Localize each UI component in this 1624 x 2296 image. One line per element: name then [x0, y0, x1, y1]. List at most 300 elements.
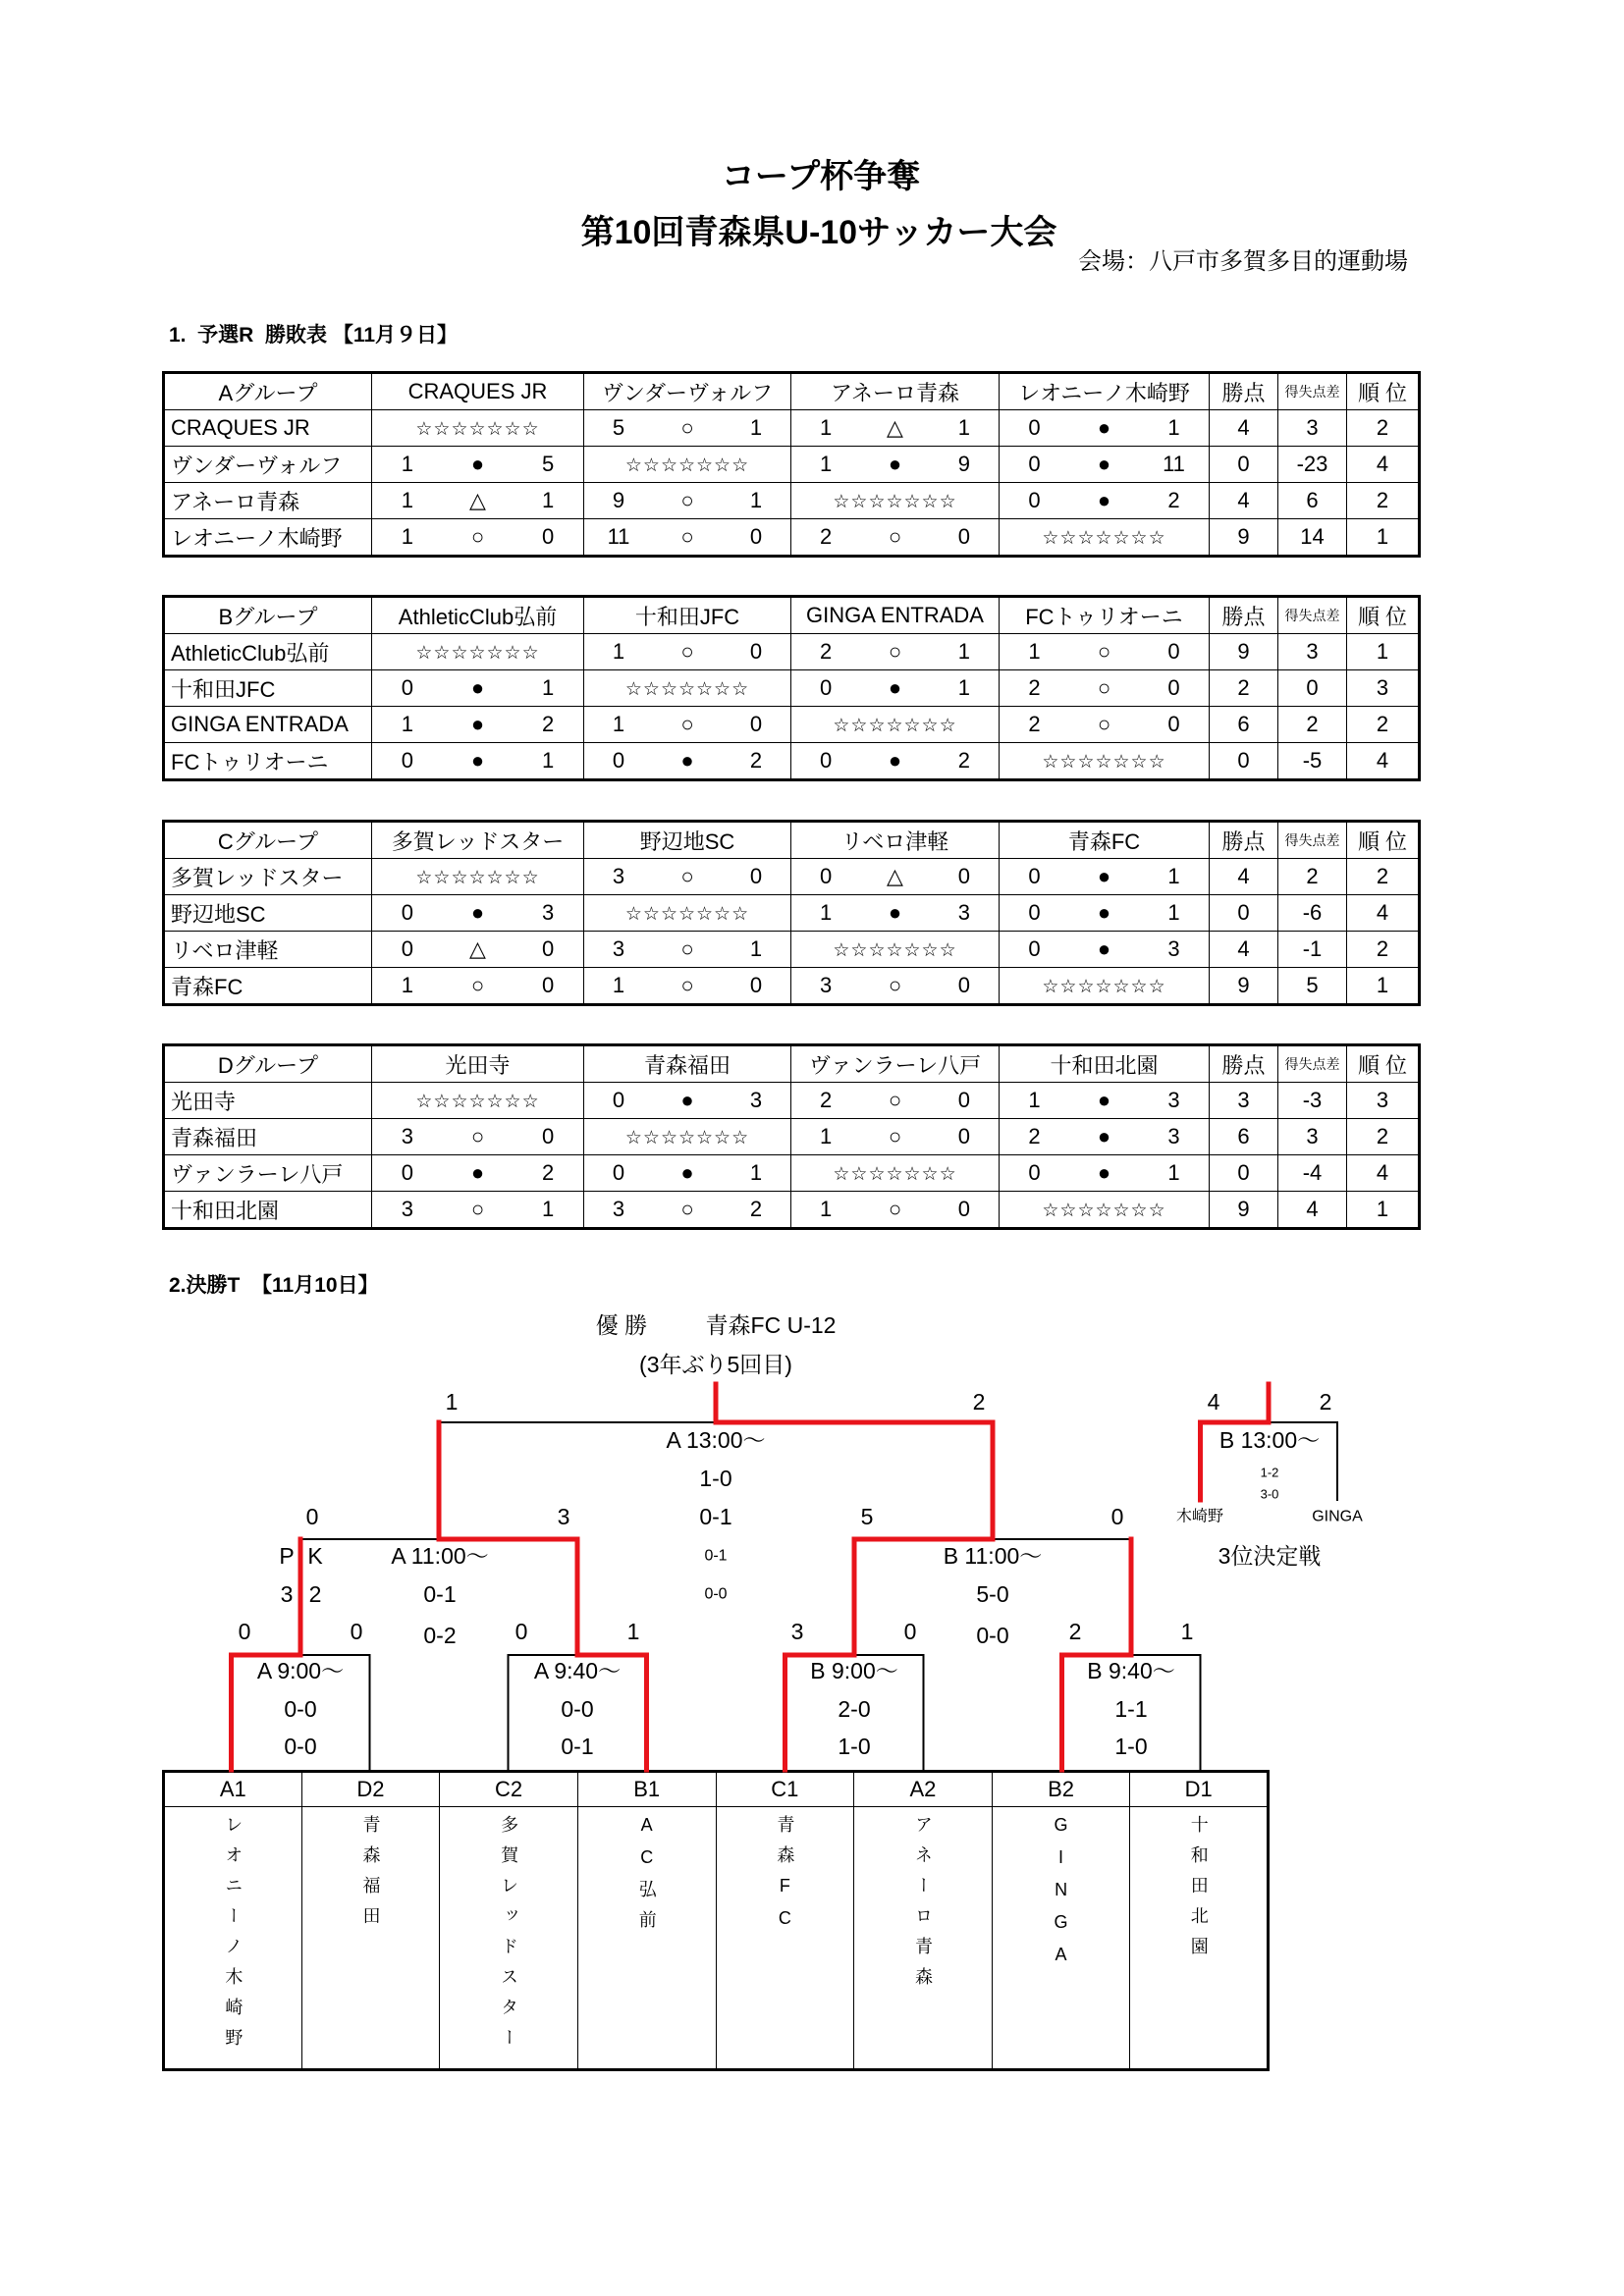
- team-row: [164, 1119, 1420, 1155]
- round1-match-1-score-left: 0: [238, 1619, 251, 1644]
- result-cell: [584, 859, 791, 895]
- semifinal-2-half-1: 5-0: [976, 1581, 1009, 1607]
- pk-label-right: K: [307, 1543, 323, 1569]
- semifinal-1-score-left: 0: [305, 1504, 319, 1529]
- result-symbol: △: [887, 415, 903, 440]
- slot-team-name: 十和田北園: [1188, 1815, 1209, 1967]
- result-line: [584, 639, 790, 665]
- champion-label: 優 勝: [595, 1312, 648, 1338]
- group-table-4: [162, 1043, 1421, 1230]
- goals-against: 1: [749, 488, 763, 512]
- result-cell: [372, 895, 584, 932]
- rank-cell: 2: [1347, 1119, 1420, 1155]
- goals-against: 0: [957, 1124, 970, 1148]
- goals-for: 0: [401, 748, 413, 773]
- result-cell: [584, 707, 791, 743]
- result-cell: [584, 1155, 791, 1192]
- rank-cell: 2: [1347, 707, 1420, 743]
- team-name: 十和田北園: [164, 1192, 372, 1229]
- result-cell: [372, 519, 584, 557]
- goals-against: 0: [542, 973, 555, 997]
- result-line: [584, 1088, 790, 1113]
- goals-against: 0: [957, 1197, 970, 1221]
- rank-cell: 2: [1347, 410, 1420, 447]
- final-extra-2: 0-0: [704, 1585, 728, 1603]
- slot-team-name: レオニーノ木崎野: [223, 1815, 244, 2058]
- goals-for: 9: [612, 488, 625, 512]
- result-symbol: ○: [470, 1124, 485, 1148]
- result-symbol: ●: [1097, 1160, 1111, 1185]
- semifinal-1-half-2: 0-2: [423, 1623, 457, 1648]
- third-place-team-right: GINGA: [1312, 1508, 1363, 1525]
- slot-cell: [440, 1807, 578, 2070]
- result-cell: [791, 410, 1000, 447]
- group-header-row: [164, 822, 1420, 859]
- group-table-body: [164, 597, 1420, 780]
- goals-against: 0: [957, 864, 970, 888]
- result-line: [1000, 900, 1209, 926]
- result-line: [791, 415, 999, 441]
- group-header-row: [164, 373, 1420, 410]
- final-time: A 13:00〜: [666, 1427, 766, 1453]
- result-cell: [584, 483, 791, 519]
- rank-cell: 4: [1347, 1155, 1420, 1192]
- goals-against: 2: [542, 712, 555, 736]
- title-line-1: コープ杯争奪: [721, 158, 921, 195]
- third-place-score-left: 4: [1207, 1389, 1220, 1415]
- result-cell: [584, 519, 791, 557]
- semifinal-1-lines: [300, 1422, 577, 1539]
- third-place-team-left: 木崎野: [1175, 1508, 1224, 1525]
- round1-match-1-half-1: 0-0: [284, 1696, 317, 1722]
- group-header-row: [164, 1045, 1420, 1083]
- goals-for: 1: [401, 452, 413, 476]
- result-cell: [372, 1119, 584, 1155]
- self-match-mark: ☆☆☆☆☆☆☆: [415, 868, 540, 888]
- result-cell: [584, 968, 791, 1005]
- round1-match-3-score-right: 0: [903, 1619, 917, 1644]
- semifinal-2-score-left: 5: [860, 1504, 874, 1529]
- result-cell: [584, 743, 791, 780]
- result-symbol: ○: [680, 524, 694, 549]
- goals-for: 3: [401, 1124, 413, 1148]
- result-cell: [791, 1155, 1000, 1192]
- goals-for: 0: [401, 900, 413, 925]
- result-symbol: ●: [888, 675, 902, 700]
- slot-cell: [301, 1807, 440, 2070]
- goals-for: 0: [1028, 900, 1041, 925]
- slot-team-name: GINGA: [1051, 1815, 1071, 1977]
- goals-against: 3: [957, 900, 970, 925]
- team-row: [164, 895, 1420, 932]
- points-cell: 9: [1210, 634, 1278, 670]
- rank-cell: 1: [1347, 1192, 1420, 1229]
- round1-match-3-time: B 9:00〜: [810, 1658, 898, 1683]
- goals-against: 5: [542, 452, 555, 476]
- result-cell: [1000, 1192, 1210, 1229]
- result-line: [584, 712, 790, 737]
- result-symbol: ○: [680, 712, 694, 736]
- goal-difference-cell: 6: [1278, 483, 1347, 519]
- goals-against: 1: [957, 639, 970, 664]
- result-cell: [1000, 743, 1210, 780]
- bracket-slot-table: [162, 1770, 1270, 2071]
- result-line: [372, 452, 583, 477]
- result-cell: [1000, 634, 1210, 670]
- team-row: [164, 859, 1420, 895]
- group-label: Cグループ: [164, 822, 372, 859]
- result-symbol: ●: [470, 675, 485, 700]
- round1-match-3-score-left: 3: [790, 1619, 804, 1644]
- self-match-mark: ☆☆☆☆☆☆☆: [1042, 977, 1166, 997]
- result-symbol: ●: [680, 748, 694, 773]
- result-symbol: ○: [680, 936, 694, 961]
- group-label: Bグループ: [164, 597, 372, 634]
- round1-match-4-half-1: 1-1: [1114, 1696, 1148, 1722]
- points-cell: 4: [1210, 410, 1278, 447]
- final-score-left: 1: [445, 1389, 459, 1415]
- self-match-mark: ☆☆☆☆☆☆☆: [833, 716, 957, 736]
- result-cell: [372, 1083, 584, 1119]
- goals-against: 3: [1167, 936, 1180, 961]
- result-symbol: ●: [1097, 864, 1111, 888]
- goals-for: 1: [612, 712, 625, 736]
- result-symbol: ○: [1097, 712, 1111, 736]
- result-line: [791, 900, 999, 926]
- result-line: [1000, 1088, 1209, 1113]
- round1-match-3-lines: [785, 1539, 924, 1770]
- result-cell: [791, 895, 1000, 932]
- goals-for: 2: [1028, 675, 1041, 700]
- rank-cell: 2: [1347, 932, 1420, 968]
- goals-for: 0: [1028, 488, 1041, 512]
- opponent-header: 多賀レッドスター: [372, 822, 584, 859]
- team-row: [164, 1083, 1420, 1119]
- result-cell: [584, 1192, 791, 1229]
- result-cell: [584, 1083, 791, 1119]
- pk-score-left: 3: [280, 1581, 294, 1607]
- group-label: Aグループ: [164, 373, 372, 410]
- round1-match-1-score-right: 0: [350, 1619, 363, 1644]
- seed-label: C2: [440, 1772, 578, 1807]
- opponent-header: AthleticClub弘前: [372, 597, 584, 634]
- goals-for: 0: [612, 1160, 625, 1185]
- result-symbol: ●: [470, 900, 485, 925]
- team-name: 多賀レッドスター: [164, 859, 372, 895]
- goals-against: 0: [1167, 639, 1180, 664]
- result-cell: [1000, 1119, 1210, 1155]
- result-symbol: ●: [1097, 900, 1111, 925]
- result-line: [372, 524, 583, 550]
- result-symbol: ○: [888, 1088, 902, 1112]
- group-label: Dグループ: [164, 1045, 372, 1083]
- goals-against: 0: [749, 639, 763, 664]
- result-line: [791, 639, 999, 665]
- slot-team-name: 青森福田: [360, 1815, 381, 1937]
- team-name: 青森福田: [164, 1119, 372, 1155]
- semifinal-2-lines: [854, 1422, 1131, 1539]
- slot-team-name: 青森FC: [775, 1815, 795, 1941]
- opponent-header: 光田寺: [372, 1045, 584, 1083]
- result-cell: [372, 634, 584, 670]
- goals-for: 0: [1028, 864, 1041, 888]
- rank-header: 順 位: [1347, 822, 1420, 859]
- result-symbol: ○: [888, 639, 902, 664]
- result-line: [791, 973, 999, 998]
- third-place-lines: [1201, 1384, 1338, 1500]
- result-line: [584, 973, 790, 998]
- result-cell: [372, 410, 584, 447]
- pk-score-right: 2: [308, 1581, 322, 1607]
- winner-path-a1: [232, 1539, 301, 1770]
- goals-for: 1: [612, 973, 625, 997]
- round1-match-1-time: A 9:00〜: [256, 1658, 345, 1683]
- result-line: [1000, 675, 1209, 701]
- result-symbol: ●: [470, 452, 485, 476]
- round1-match-1-lines: [232, 1539, 370, 1770]
- team-name: ヴンダーヴォルフ: [164, 447, 372, 483]
- goals-against: 0: [542, 936, 555, 961]
- goals-for: 3: [612, 864, 625, 888]
- goals-for: 0: [1028, 936, 1041, 961]
- result-line: [372, 1124, 583, 1149]
- champion-team: 青森FC U-12: [705, 1312, 837, 1338]
- goals-against: 1: [957, 415, 970, 440]
- goal-difference-cell: 3: [1278, 410, 1347, 447]
- self-match-mark: ☆☆☆☆☆☆☆: [1042, 752, 1166, 773]
- result-line: [372, 973, 583, 998]
- goal-difference-cell: -23: [1278, 447, 1347, 483]
- self-match-mark: ☆☆☆☆☆☆☆: [833, 940, 957, 961]
- result-cell: [1000, 670, 1210, 707]
- goals-against: 1: [749, 936, 763, 961]
- team-row: [164, 743, 1420, 780]
- result-cell: [1000, 895, 1210, 932]
- goals-for: 1: [820, 900, 833, 925]
- result-cell: [1000, 932, 1210, 968]
- goals-against: 3: [1167, 1088, 1180, 1112]
- winner-path-third-place: [1201, 1384, 1270, 1500]
- winner-path-b2: [1062, 1539, 1132, 1770]
- self-match-mark: ☆☆☆☆☆☆☆: [1042, 1201, 1166, 1221]
- self-match-mark: ☆☆☆☆☆☆☆: [833, 492, 957, 512]
- result-cell: [372, 707, 584, 743]
- goal-difference-cell: -1: [1278, 932, 1347, 968]
- result-symbol: ●: [1097, 415, 1111, 440]
- round1-match-3-half-1: 2-0: [838, 1696, 871, 1722]
- opponent-header: 青森FC: [1000, 822, 1210, 859]
- group-header-row: [164, 597, 1420, 634]
- seed-label: B1: [577, 1772, 716, 1807]
- slot-cell: [1130, 1807, 1269, 2070]
- slot-cell: [577, 1807, 716, 2070]
- goals-against: 3: [749, 1088, 763, 1112]
- goal-difference-cell: -3: [1278, 1083, 1347, 1119]
- opponent-header: リベロ津軽: [791, 822, 1000, 859]
- result-symbol: ●: [1097, 1124, 1111, 1148]
- goal-difference-cell: 0: [1278, 670, 1347, 707]
- goals-for: 1: [1028, 639, 1041, 664]
- champion-note: (3年ぶり5回目): [639, 1352, 792, 1377]
- knockout-heading: 2.決勝T 【11月10日】: [169, 1274, 379, 1297]
- goals-for: 2: [820, 639, 833, 664]
- result-symbol: ○: [888, 973, 902, 997]
- result-line: [372, 900, 583, 926]
- points-cell: 0: [1210, 447, 1278, 483]
- team-name: レオニーノ木崎野: [164, 519, 372, 557]
- seed-label: A2: [854, 1772, 993, 1807]
- round1-match-1-half-2: 0-0: [284, 1734, 317, 1759]
- goal-difference-cell: 2: [1278, 859, 1347, 895]
- result-cell: [1000, 859, 1210, 895]
- semifinal-2-half-2: 0-0: [976, 1623, 1009, 1648]
- result-cell: [1000, 447, 1210, 483]
- points-cell: 3: [1210, 1083, 1278, 1119]
- result-line: [791, 452, 999, 477]
- result-line: [584, 936, 790, 962]
- result-cell: [584, 670, 791, 707]
- team-row: [164, 932, 1420, 968]
- points-cell: 4: [1210, 859, 1278, 895]
- goal-difference-cell: -5: [1278, 743, 1347, 780]
- result-line: [791, 1124, 999, 1149]
- goals-for: 3: [820, 973, 833, 997]
- points-cell: 9: [1210, 968, 1278, 1005]
- self-match-mark: ☆☆☆☆☆☆☆: [415, 419, 540, 440]
- round1-match-2-score-left: 0: [514, 1619, 528, 1644]
- goals-against: 9: [957, 452, 970, 476]
- goal-difference-cell: 14: [1278, 519, 1347, 557]
- result-symbol: △: [887, 864, 903, 888]
- team-name: アネーロ青森: [164, 483, 372, 519]
- team-name: AthleticClub弘前: [164, 634, 372, 670]
- third-place-score-right: 2: [1319, 1389, 1332, 1415]
- result-line: [1000, 864, 1209, 889]
- points-header: 勝点: [1210, 1045, 1278, 1083]
- result-line: [1000, 415, 1209, 441]
- result-line: [372, 748, 583, 774]
- opponent-header: ヴンダーヴォルフ: [584, 373, 791, 410]
- result-cell: [791, 634, 1000, 670]
- third-place-label: 3位決定戦: [1218, 1543, 1322, 1569]
- rank-header: 順 位: [1347, 1045, 1420, 1083]
- goals-for: 2: [1028, 1124, 1041, 1148]
- rank-cell: 3: [1347, 1083, 1420, 1119]
- final-half-1: 1-0: [699, 1466, 732, 1491]
- rank-cell: 1: [1347, 634, 1420, 670]
- result-line: [1000, 452, 1209, 477]
- team-row: [164, 670, 1420, 707]
- goal-difference-header: 得失点差: [1278, 822, 1347, 859]
- self-match-mark: ☆☆☆☆☆☆☆: [624, 1128, 750, 1148]
- opponent-header: 十和田JFC: [584, 597, 791, 634]
- result-cell: [1000, 519, 1210, 557]
- pk-label-left: P: [279, 1543, 295, 1569]
- title-line-2: 第10回青森県U-10サッカー大会: [580, 214, 1057, 251]
- team-row: [164, 634, 1420, 670]
- goals-for: 3: [612, 936, 625, 961]
- goals-for: 11: [607, 524, 630, 549]
- points-header: 勝点: [1210, 373, 1278, 410]
- self-match-mark: ☆☆☆☆☆☆☆: [1042, 528, 1166, 549]
- result-cell: [791, 859, 1000, 895]
- result-cell: [1000, 1083, 1210, 1119]
- result-cell: [372, 932, 584, 968]
- goals-for: 2: [820, 524, 833, 549]
- goal-difference-cell: 5: [1278, 968, 1347, 1005]
- goals-against: 2: [957, 748, 970, 773]
- result-cell: [791, 483, 1000, 519]
- result-symbol: ●: [1097, 452, 1111, 476]
- goals-against: 1: [1167, 900, 1180, 925]
- result-symbol: ○: [680, 639, 694, 664]
- result-cell: [584, 634, 791, 670]
- goal-difference-header: 得失点差: [1278, 373, 1347, 410]
- result-line: [791, 748, 999, 774]
- result-cell: [372, 1155, 584, 1192]
- result-line: [1000, 1124, 1209, 1149]
- result-symbol: ○: [1097, 639, 1111, 664]
- goals-for: 3: [612, 1197, 625, 1221]
- result-cell: [791, 447, 1000, 483]
- goals-against: 1: [542, 488, 555, 512]
- team-name: CRAQUES JR: [164, 410, 372, 447]
- result-symbol: ●: [470, 712, 485, 736]
- seed-label: D2: [301, 1772, 440, 1807]
- rank-header: 順 位: [1347, 597, 1420, 634]
- goals-for: 1: [401, 488, 413, 512]
- goals-against: 2: [542, 1160, 555, 1185]
- goals-for: 0: [820, 864, 833, 888]
- team-row: [164, 447, 1420, 483]
- goals-for: 1: [820, 415, 833, 440]
- seed-label: A1: [164, 1772, 302, 1807]
- winner-path-c1: [716, 1384, 993, 1770]
- goals-against: 3: [542, 900, 555, 925]
- result-line: [372, 712, 583, 737]
- rank-cell: 4: [1347, 743, 1420, 780]
- winner-path-b1: [439, 1422, 647, 1770]
- result-symbol: ●: [888, 900, 902, 925]
- result-symbol: ●: [470, 1160, 485, 1185]
- goals-against: 1: [542, 675, 555, 700]
- result-cell: [791, 743, 1000, 780]
- goals-against: 0: [1167, 712, 1180, 736]
- goals-against: 1: [1167, 1160, 1180, 1185]
- venue-text: 会場：八戸市多賀多目的運動場: [1078, 248, 1408, 275]
- result-cell: [791, 519, 1000, 557]
- result-line: [372, 675, 583, 701]
- goals-for: 0: [820, 675, 833, 700]
- result-line: [584, 864, 790, 889]
- goals-for: 0: [401, 675, 413, 700]
- goals-for: 1: [612, 639, 625, 664]
- opponent-header: 十和田北園: [1000, 1045, 1210, 1083]
- self-match-mark: ☆☆☆☆☆☆☆: [624, 455, 750, 476]
- result-cell: [791, 1192, 1000, 1229]
- goals-against: 2: [749, 748, 763, 773]
- rank-cell: 1: [1347, 519, 1420, 557]
- goals-against: 0: [542, 1124, 555, 1148]
- self-match-mark: ☆☆☆☆☆☆☆: [624, 679, 750, 700]
- result-cell: [372, 670, 584, 707]
- seed-label: C1: [716, 1772, 854, 1807]
- result-symbol: ●: [470, 748, 485, 773]
- result-line: [791, 1088, 999, 1113]
- result-cell: [1000, 707, 1210, 743]
- goals-for: 1: [820, 452, 833, 476]
- result-symbol: ○: [680, 1197, 694, 1221]
